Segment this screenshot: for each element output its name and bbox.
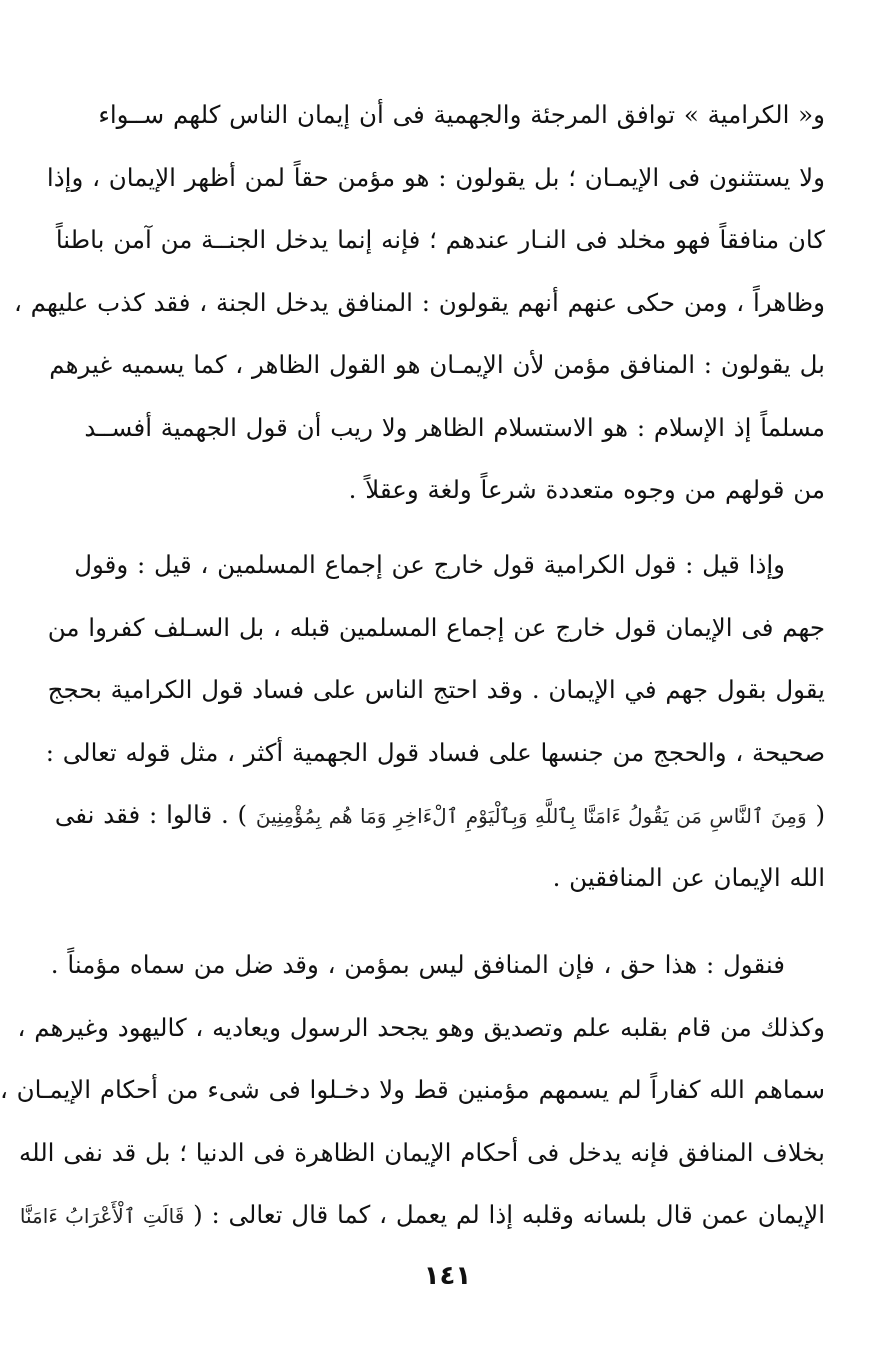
text-line: جهم فى الإيمان قول خارج عن إجماع المسلمين قبله ، بل السـلف كفروا من <box>47 612 825 642</box>
paragraph-munafiq <box>0 934 825 1247</box>
quran-verse: قَالَتِ ٱلْأَعْرَابُ ءَامَنَّا <box>19 1204 185 1228</box>
quran-verse: وَمِنَ ٱلنَّاسِ مَن يَقُولُ ءَامَنَّا بِٱللَّهِ وَبِٱلْيَوْمِ ٱلْءَاخِرِ وَمَا هُم بِمُؤْمِنِينَ <box>255 804 807 828</box>
text-line: صحيحة ، والحجج من جنسها على فساد قول الجهمية أكثر ، مثل قوله تعالى : <box>45 737 825 767</box>
text-line: ولا يستثنون فى الإيمـان ؛ بل يقولون : هو مؤمن حقاً لمن أظهر الإيمان ، وإذا <box>46 162 825 192</box>
text-line: وظاهراً ، ومن حكى عنهم أنهم يقولون : المنافق يدخل الجنة ، فقد كذب عليهم ، <box>13 287 825 317</box>
text-line: مسلماً إذ الإسلام : هو الاستسلام الظاهر ولا ريب أن قول الجهمية أفســد <box>84 412 825 442</box>
text-line: كان منافقاً فهو مخلد فى النـار عندهم ؛ فإنه إنما يدخل الجنــة من آمن باطناً <box>55 225 825 254</box>
paragraph-karramiyya <box>13 84 825 522</box>
citation-tail: ) . قالوا : فقد نفى <box>54 800 248 829</box>
text-line: الله الإيمان عن المنافقين . <box>552 862 825 892</box>
text-line: وكذلك من قام بقلبه علم وتصديق وهو يجحد الرسول ويعاديه ، كاليهود وغيرهم ، <box>17 1012 825 1042</box>
text-line: من قولهم من وجوه متعددة شرعاً ولغة وعقلاً . <box>348 475 825 504</box>
text-line: يقول بقول جهم في الإيمان . وقد احتج الناس على فساد قول الكرامية بحجج <box>47 675 825 704</box>
citation-head: الإيمان عمن قال بلسانه وقلبه إذا لم يعمل ، كما قال تعالى : ( <box>193 1200 825 1229</box>
quran-citation-line <box>19 1184 825 1247</box>
text-line: و« الكرامية » توافق المرجئة والجهمية فى أن إيمان الناس كلهم ســواء <box>98 100 825 129</box>
bracket-open: ( <box>815 800 825 829</box>
page-number: ١٤١ <box>423 1261 472 1291</box>
quran-citation-line <box>54 784 825 847</box>
paragraph-jahm <box>45 534 825 909</box>
text-line: بخلاف المنافق فإنه يدخل فى أحكام الإيمان الظاهرة فى الدنيا ؛ بل قد نفى الله <box>18 1137 825 1167</box>
text-line: فنقول : هذا حق ، فإن المنافق ليس بمؤمن ، وقد ضل من سماه مؤمناً . <box>50 950 785 979</box>
text-line: سماهم الله كفاراً لم يسمهم مؤمنين قط ولا دخـلوا فى شىء من أحكام الإيمـان ، <box>0 1075 825 1104</box>
text-line: وإذا قيل : قول الكرامية قول خارج عن إجماع المسلمين ، قيل : وقول <box>74 550 785 579</box>
text-line: بل يقولون : المنافق مؤمن لأن الإيمـان هو القول الظاهر ، كما يسميه غيرهم <box>49 350 825 379</box>
